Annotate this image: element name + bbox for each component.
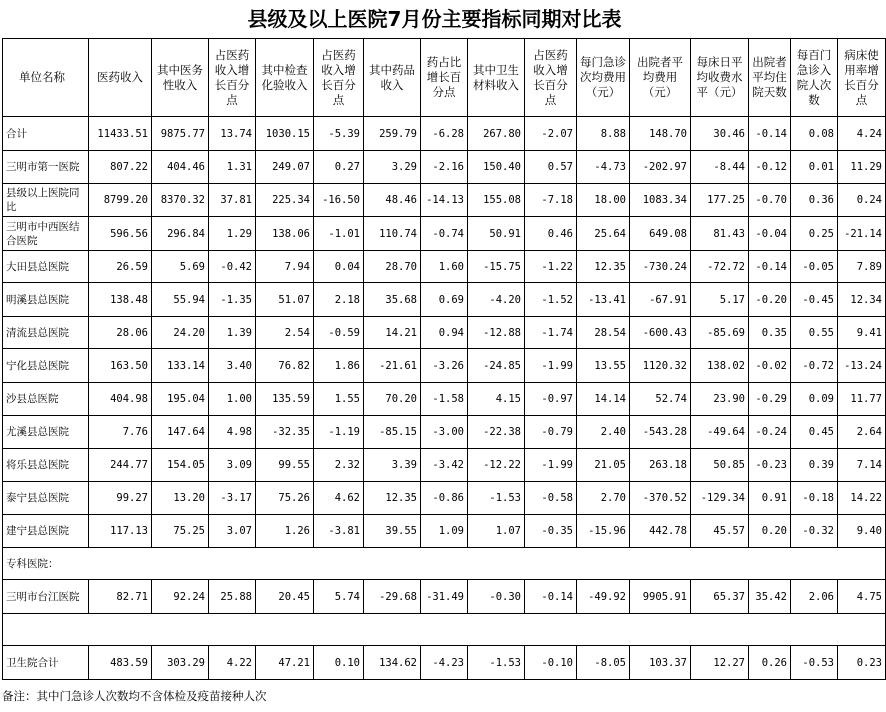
value-cell: -0.05: [791, 251, 838, 283]
value-cell: 244.77: [89, 449, 152, 482]
value-cell: 2.64: [838, 416, 886, 449]
value-cell: 8370.32: [152, 184, 209, 217]
value-cell: 4.75: [838, 580, 886, 614]
value-cell: 24.20: [152, 317, 209, 349]
section-row: [3, 548, 886, 580]
value-cell: -49.64: [691, 416, 749, 449]
value-cell: 1083.34: [630, 184, 691, 217]
value-cell: -49.92: [577, 580, 630, 614]
value-cell: 195.04: [152, 383, 209, 416]
value-cell: -85.15: [364, 416, 421, 449]
value-cell: 50.91: [468, 217, 525, 251]
value-cell: -6.28: [421, 117, 468, 151]
value-cell: 7.94: [256, 251, 314, 283]
value-cell: 134.62: [364, 646, 421, 680]
footnote: 备注：其中门急诊人次数均不含体检及疫苗接种人次: [2, 689, 267, 703]
value-cell: 0.04: [314, 251, 364, 283]
value-cell: -1.99: [525, 449, 577, 482]
value-cell: 0.36: [791, 184, 838, 217]
value-cell: 3.39: [364, 449, 421, 482]
table-row: [3, 449, 886, 482]
value-cell: -13.41: [577, 283, 630, 317]
value-cell: 5.17: [691, 283, 749, 317]
value-cell: 163.50: [89, 349, 152, 383]
value-cell: 483.59: [89, 646, 152, 680]
value-cell: 0.55: [791, 317, 838, 349]
value-cell: -0.24: [749, 416, 791, 449]
value-cell: 0.91: [749, 482, 791, 515]
value-cell: 150.40: [468, 151, 525, 184]
value-cell: 28.54: [577, 317, 630, 349]
value-cell: 1030.15: [256, 117, 314, 151]
value-cell: 25.64: [577, 217, 630, 251]
value-cell: 649.08: [630, 217, 691, 251]
value-cell: -2.16: [421, 151, 468, 184]
value-cell: 1.55: [314, 383, 364, 416]
value-cell: 4.98: [209, 416, 256, 449]
value-cell: -4.73: [577, 151, 630, 184]
value-cell: 0.94: [421, 317, 468, 349]
value-cell: 1.31: [209, 151, 256, 184]
value-cell: -0.32: [791, 515, 838, 548]
value-cell: 50.85: [691, 449, 749, 482]
value-cell: 37.81: [209, 184, 256, 217]
value-cell: -543.28: [630, 416, 691, 449]
column-header: 病床使用率增长百分点: [838, 39, 886, 117]
value-cell: -12.88: [468, 317, 525, 349]
value-cell: 4.22: [209, 646, 256, 680]
value-cell: -1.74: [525, 317, 577, 349]
table-row: [3, 646, 886, 680]
value-cell: -0.53: [791, 646, 838, 680]
value-cell: -15.96: [577, 515, 630, 548]
value-cell: -600.43: [630, 317, 691, 349]
unit-name-cell: 明溪县总医院: [3, 283, 89, 317]
value-cell: 296.84: [152, 217, 209, 251]
column-header: 占医药收入增长百分点: [209, 39, 256, 117]
value-cell: 1.86: [314, 349, 364, 383]
table-row: [3, 117, 886, 151]
value-cell: 12.35: [364, 482, 421, 515]
value-cell: -3.00: [421, 416, 468, 449]
column-header: 每百门急诊入院人次数: [791, 39, 838, 117]
value-cell: 303.29: [152, 646, 209, 680]
value-cell: -0.79: [525, 416, 577, 449]
value-cell: 20.45: [256, 580, 314, 614]
value-cell: 0.45: [791, 416, 838, 449]
table-row: [3, 184, 886, 217]
value-cell: -16.50: [314, 184, 364, 217]
unit-name-cell: 三明市第一医院: [3, 151, 89, 184]
value-cell: 23.90: [691, 383, 749, 416]
value-cell: -0.45: [791, 283, 838, 317]
value-cell: 28.70: [364, 251, 421, 283]
value-cell: 75.25: [152, 515, 209, 548]
value-cell: -12.22: [468, 449, 525, 482]
value-cell: -8.44: [691, 151, 749, 184]
table-row: [3, 251, 886, 283]
value-cell: 12.35: [577, 251, 630, 283]
value-cell: 1.07: [468, 515, 525, 548]
value-cell: 9.40: [838, 515, 886, 548]
value-cell: -1.58: [421, 383, 468, 416]
unit-name-cell: 泰宁县总医院: [3, 482, 89, 515]
value-cell: 35.42: [749, 580, 791, 614]
value-cell: -21.14: [838, 217, 886, 251]
unit-name-cell: 县级以上医院同比: [3, 184, 89, 217]
value-cell: -1.01: [314, 217, 364, 251]
value-cell: 4.24: [838, 117, 886, 151]
value-cell: -0.18: [791, 482, 838, 515]
value-cell: 155.08: [468, 184, 525, 217]
value-cell: 26.59: [89, 251, 152, 283]
value-cell: -14.13: [421, 184, 468, 217]
unit-name-cell: 尤溪县总医院: [3, 416, 89, 449]
value-cell: 259.79: [364, 117, 421, 151]
value-cell: 138.02: [691, 349, 749, 383]
value-cell: 249.07: [256, 151, 314, 184]
value-cell: -0.14: [749, 117, 791, 151]
value-cell: -21.61: [364, 349, 421, 383]
value-cell: -0.42: [209, 251, 256, 283]
unit-name-cell: 沙县总医院: [3, 383, 89, 416]
value-cell: -4.23: [421, 646, 468, 680]
value-cell: 30.46: [691, 117, 749, 151]
value-cell: 225.34: [256, 184, 314, 217]
column-header: 其中检查化验收入: [256, 39, 314, 117]
value-cell: 0.25: [791, 217, 838, 251]
value-cell: 28.06: [89, 317, 152, 349]
value-cell: 4.62: [314, 482, 364, 515]
value-cell: 2.40: [577, 416, 630, 449]
value-cell: 52.74: [630, 383, 691, 416]
value-cell: 51.07: [256, 283, 314, 317]
value-cell: 0.09: [791, 383, 838, 416]
value-cell: -1.35: [209, 283, 256, 317]
value-cell: 81.43: [691, 217, 749, 251]
unit-name-cell: 合计: [3, 117, 89, 151]
value-cell: -0.12: [749, 151, 791, 184]
value-cell: -1.22: [525, 251, 577, 283]
table-row: [3, 317, 886, 349]
value-cell: 154.05: [152, 449, 209, 482]
column-header: 每床日平均收费水平（元）: [691, 39, 749, 117]
value-cell: 2.06: [791, 580, 838, 614]
value-cell: 148.70: [630, 117, 691, 151]
value-cell: 75.26: [256, 482, 314, 515]
column-header: 其中药品收入: [364, 39, 421, 117]
value-cell: -29.68: [364, 580, 421, 614]
value-cell: -22.38: [468, 416, 525, 449]
unit-name-cell: 建宁县总医院: [3, 515, 89, 548]
unit-name-cell: 宁化县总医院: [3, 349, 89, 383]
value-cell: -1.53: [468, 646, 525, 680]
value-cell: 13.74: [209, 117, 256, 151]
value-cell: -0.02: [749, 349, 791, 383]
value-cell: 9875.77: [152, 117, 209, 151]
value-cell: 47.21: [256, 646, 314, 680]
value-cell: 13.55: [577, 349, 630, 383]
value-cell: -5.39: [314, 117, 364, 151]
value-cell: -0.72: [791, 349, 838, 383]
value-cell: -0.23: [749, 449, 791, 482]
value-cell: -0.14: [525, 580, 577, 614]
value-cell: -2.07: [525, 117, 577, 151]
value-cell: 0.20: [749, 515, 791, 548]
value-cell: -0.20: [749, 283, 791, 317]
value-cell: 35.68: [364, 283, 421, 317]
value-cell: 2.18: [314, 283, 364, 317]
value-cell: 2.32: [314, 449, 364, 482]
value-cell: -3.81: [314, 515, 364, 548]
value-cell: -1.99: [525, 349, 577, 383]
value-cell: 177.25: [691, 184, 749, 217]
value-cell: -13.24: [838, 349, 886, 383]
value-cell: 0.01: [791, 151, 838, 184]
value-cell: 8.88: [577, 117, 630, 151]
value-cell: 133.14: [152, 349, 209, 383]
value-cell: 0.57: [525, 151, 577, 184]
table-row: [3, 217, 886, 251]
value-cell: 7.76: [89, 416, 152, 449]
value-cell: -1.52: [525, 283, 577, 317]
value-cell: 2.54: [256, 317, 314, 349]
value-cell: -202.97: [630, 151, 691, 184]
value-cell: -0.14: [749, 251, 791, 283]
unit-name-cell: 三明市台江医院: [3, 580, 89, 614]
indicator-table: [2, 38, 886, 680]
value-cell: 267.80: [468, 117, 525, 151]
value-cell: 9905.91: [630, 580, 691, 614]
value-cell: 14.14: [577, 383, 630, 416]
value-cell: 263.18: [630, 449, 691, 482]
value-cell: -7.18: [525, 184, 577, 217]
table-row: [3, 580, 886, 614]
value-cell: 12.34: [838, 283, 886, 317]
table-row: [3, 515, 886, 548]
value-cell: -3.26: [421, 349, 468, 383]
value-cell: 138.48: [89, 283, 152, 317]
value-cell: 110.74: [364, 217, 421, 251]
value-cell: 147.64: [152, 416, 209, 449]
value-cell: -3.17: [209, 482, 256, 515]
value-cell: -1.19: [314, 416, 364, 449]
table-row: [3, 349, 886, 383]
value-cell: 99.55: [256, 449, 314, 482]
value-cell: -32.35: [256, 416, 314, 449]
value-cell: 4.15: [468, 383, 525, 416]
value-cell: 65.37: [691, 580, 749, 614]
value-cell: 0.24: [838, 184, 886, 217]
value-cell: -0.58: [525, 482, 577, 515]
value-cell: 442.78: [630, 515, 691, 548]
table-row: [3, 151, 886, 184]
value-cell: 92.24: [152, 580, 209, 614]
unit-name-cell: 清流县总医院: [3, 317, 89, 349]
value-cell: 11433.51: [89, 117, 152, 151]
value-cell: -370.52: [630, 482, 691, 515]
value-cell: 596.56: [89, 217, 152, 251]
value-cell: 70.20: [364, 383, 421, 416]
value-cell: 138.06: [256, 217, 314, 251]
value-cell: 0.46: [525, 217, 577, 251]
value-cell: 0.10: [314, 646, 364, 680]
value-cell: 3.09: [209, 449, 256, 482]
value-cell: 14.21: [364, 317, 421, 349]
column-header: 单位名称: [3, 39, 89, 117]
unit-name-cell: 三明市中西医结合医院: [3, 217, 89, 251]
value-cell: 3.07: [209, 515, 256, 548]
value-cell: 1.09: [421, 515, 468, 548]
unit-name-cell: 卫生院合计: [3, 646, 89, 680]
value-cell: 0.39: [791, 449, 838, 482]
value-cell: -85.69: [691, 317, 749, 349]
column-header: 出院者平均住院天数: [749, 39, 791, 117]
value-cell: 1120.32: [630, 349, 691, 383]
value-cell: 99.27: [89, 482, 152, 515]
value-cell: 45.57: [691, 515, 749, 548]
table-row: [3, 383, 886, 416]
value-cell: 0.26: [749, 646, 791, 680]
column-header: 其中卫生材料收入: [468, 39, 525, 117]
value-cell: 11.77: [838, 383, 886, 416]
value-cell: 0.27: [314, 151, 364, 184]
column-header: 每门急诊次均费用（元）: [577, 39, 630, 117]
value-cell: 21.05: [577, 449, 630, 482]
value-cell: 76.82: [256, 349, 314, 383]
value-cell: -0.30: [468, 580, 525, 614]
value-cell: 404.98: [89, 383, 152, 416]
value-cell: 1.60: [421, 251, 468, 283]
value-cell: -0.10: [525, 646, 577, 680]
value-cell: -0.04: [749, 217, 791, 251]
column-header: 医药收入: [89, 39, 152, 117]
column-header: 出院者平均费用（元）: [630, 39, 691, 117]
value-cell: -0.97: [525, 383, 577, 416]
value-cell: 1.00: [209, 383, 256, 416]
value-cell: -0.70: [749, 184, 791, 217]
value-cell: -0.59: [314, 317, 364, 349]
value-cell: 5.74: [314, 580, 364, 614]
value-cell: 3.29: [364, 151, 421, 184]
value-cell: -0.35: [525, 515, 577, 548]
value-cell: 55.94: [152, 283, 209, 317]
value-cell: 807.22: [89, 151, 152, 184]
value-cell: 11.29: [838, 151, 886, 184]
value-cell: -67.91: [630, 283, 691, 317]
value-cell: 82.71: [89, 580, 152, 614]
value-cell: 12.27: [691, 646, 749, 680]
value-cell: 9.41: [838, 317, 886, 349]
value-cell: 103.37: [630, 646, 691, 680]
value-cell: 1.29: [209, 217, 256, 251]
value-cell: 0.08: [791, 117, 838, 151]
unit-name-cell: 大田县总医院: [3, 251, 89, 283]
value-cell: 39.55: [364, 515, 421, 548]
table-row: [3, 482, 886, 515]
value-cell: 25.88: [209, 580, 256, 614]
value-cell: 7.14: [838, 449, 886, 482]
section-label: 专科医院：: [3, 548, 886, 580]
value-cell: 3.40: [209, 349, 256, 383]
value-cell: 18.00: [577, 184, 630, 217]
value-cell: 117.13: [89, 515, 152, 548]
header-row: [3, 39, 886, 117]
value-cell: 0.35: [749, 317, 791, 349]
value-cell: 13.20: [152, 482, 209, 515]
value-cell: 1.26: [256, 515, 314, 548]
value-cell: 135.59: [256, 383, 314, 416]
value-cell: 48.46: [364, 184, 421, 217]
value-cell: -1.53: [468, 482, 525, 515]
value-cell: -15.75: [468, 251, 525, 283]
value-cell: -0.86: [421, 482, 468, 515]
table-row: [3, 283, 886, 317]
value-cell: 7.89: [838, 251, 886, 283]
value-cell: 0.69: [421, 283, 468, 317]
value-cell: -72.72: [691, 251, 749, 283]
value-cell: -730.24: [630, 251, 691, 283]
value-cell: 8799.20: [89, 184, 152, 217]
value-cell: 5.69: [152, 251, 209, 283]
blank-row: [3, 614, 886, 646]
value-cell: -4.20: [468, 283, 525, 317]
value-cell: 1.39: [209, 317, 256, 349]
value-cell: -31.49: [421, 580, 468, 614]
page-title: 县级及以上医院7月份主要指标同期对比表: [247, 7, 622, 31]
value-cell: -129.34: [691, 482, 749, 515]
value-cell: 2.70: [577, 482, 630, 515]
value-cell: 14.22: [838, 482, 886, 515]
value-cell: -0.74: [421, 217, 468, 251]
value-cell: -3.42: [421, 449, 468, 482]
column-header: 其中医务性收入: [152, 39, 209, 117]
blank-cell: [3, 614, 886, 646]
value-cell: 404.46: [152, 151, 209, 184]
value-cell: -24.85: [468, 349, 525, 383]
column-header: 药占比增长百分点: [421, 39, 468, 117]
table-row: [3, 416, 886, 449]
unit-name-cell: 将乐县总医院: [3, 449, 89, 482]
value-cell: -0.29: [749, 383, 791, 416]
column-header: 占医药收入增长百分点: [314, 39, 364, 117]
value-cell: -8.05: [577, 646, 630, 680]
value-cell: 0.23: [838, 646, 886, 680]
column-header: 占医药收入增长百分点: [525, 39, 577, 117]
